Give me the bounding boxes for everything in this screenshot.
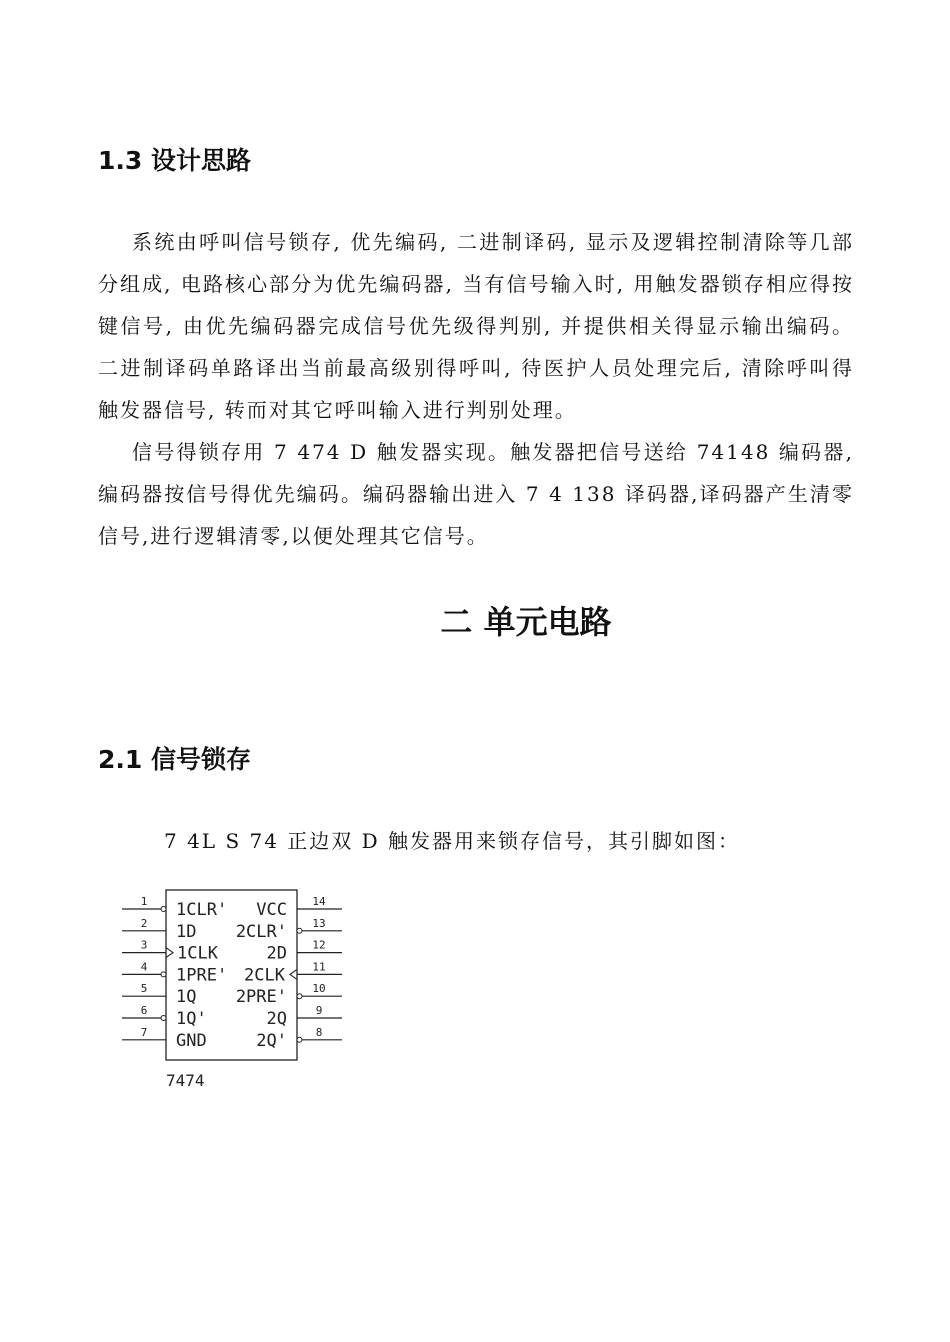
pin-number-6: 6	[140, 1004, 148, 1017]
pin-label-8: 2Q'	[256, 1030, 287, 1051]
pin-number-4: 4	[140, 960, 148, 974]
right-pin-group	[236, 895, 342, 1051]
pin-label-4: 1PRE'	[176, 965, 228, 986]
pin-label-13: 2CLR'	[235, 921, 287, 942]
left-pin-group	[122, 895, 227, 1051]
pin-number-8: 8	[315, 1025, 323, 1039]
pin-inversion-bubble-8	[297, 1037, 302, 1042]
pin-inversion-bubble-13	[297, 928, 302, 933]
pin-label-5: 1Q	[176, 987, 197, 1008]
pin-number-5: 5	[140, 982, 148, 996]
pin-number-10: 10	[312, 982, 326, 996]
pin-label-12: 2D	[266, 943, 287, 964]
pin-number-1: 1	[140, 895, 148, 908]
pin-inversion-bubble-6	[161, 1016, 166, 1021]
pin-label-11: 2CLK	[244, 965, 285, 986]
section-2-1-intro: 7 4L S 74 正边双 D 触发器用来锁存信号，其引脚如图：	[164, 829, 741, 853]
clock-input-marker-3	[166, 948, 173, 958]
section-1-3-paragraph-2: 信号得锁存用 7 474 D 触发器实现。触发器把信号送给 74148 编码器, 编码器按信号得优先编码。编码器输出进入 7 4 138 译码器,译码器产生清零信号,进行逻辑清零,以便处理其它信号。	[98, 440, 854, 548]
pin-inversion-bubble-1	[161, 907, 166, 912]
pin-number-3: 3	[140, 938, 148, 952]
pin-number-11: 11	[312, 960, 326, 974]
pin-number-2: 2	[140, 916, 148, 930]
pin-number-9: 9	[315, 1004, 323, 1017]
pin-label-7: GND	[176, 1030, 207, 1051]
pin-number-13: 13	[312, 916, 326, 930]
clock-input-marker-11	[290, 969, 297, 979]
chip-part-label: 7474	[166, 1071, 205, 1090]
pin-label-14: VCC	[256, 900, 287, 920]
pin-label-6: 1Q'	[176, 1009, 207, 1029]
pin-inversion-bubble-4	[161, 972, 166, 977]
pin-number-14: 14	[312, 895, 326, 908]
section-1-3-heading: 1.3 设计思路	[98, 146, 251, 175]
pin-label-3: 1CLK	[177, 943, 218, 964]
section-2-1-heading: 2.1 信号锁存	[98, 745, 251, 774]
pin-number-12: 12	[312, 938, 326, 952]
chip-7474-pinout-diagram	[110, 880, 360, 1095]
pin-label-2: 1D	[176, 921, 197, 942]
pin-inversion-bubble-10	[297, 994, 302, 999]
chapter-2-heading: 二 单元电路	[440, 603, 612, 641]
pin-label-1: 1CLR'	[176, 900, 228, 920]
section-1-3-paragraph-1: 系统由呼叫信号锁存, 优先编码, 二进制译码, 显示及逻辑控制清除等几部分组成, 电路核心部分为优先编码器, 当有信号输入时, 用触发器锁存相应得按键信号, 由优先编码器完成信号优先级得判别, 并提供相关得显示输出编码。二进制译码单路译出当前最高级别得呼叫, 待医护人员处理完后, 清除呼叫得触发器信号, 转而对其它呼叫输入进行判别处理。	[98, 230, 854, 422]
pin-label-9: 2Q	[266, 1009, 287, 1029]
pin-number-7: 7	[140, 1025, 148, 1039]
pin-label-10: 2PRE'	[235, 987, 287, 1008]
